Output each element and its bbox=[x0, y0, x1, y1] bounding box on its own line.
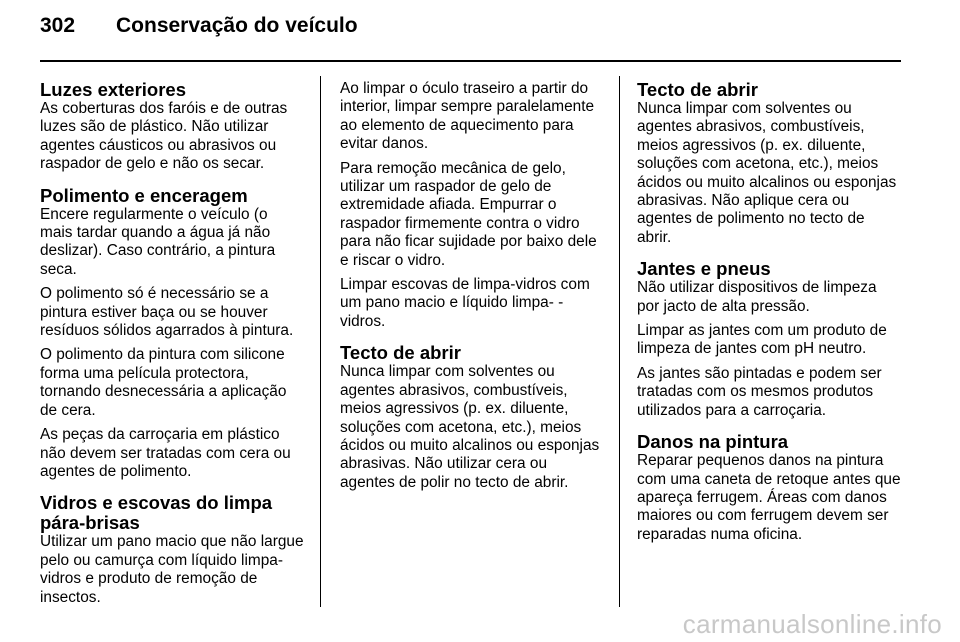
section-danos-pintura bbox=[637, 432, 901, 544]
column-divider bbox=[619, 76, 620, 607]
section-vidros-continued bbox=[340, 80, 604, 331]
section-polimento bbox=[40, 186, 304, 482]
section-heading: Jantes e pneus bbox=[637, 258, 771, 280]
paragraph: Limpar escovas de limpa-vidros com um pano macio e líquido limpa- -vidros. bbox=[340, 276, 590, 330]
paragraph: Não utilizar dispositivos de limpeza por jacto de alta pressão. bbox=[637, 279, 877, 315]
section-vidros-escovas bbox=[40, 493, 304, 607]
column-2 bbox=[340, 80, 604, 504]
paragraph: O polimento da pintura com silicone forma uma película protectora, tornando desnecessária a aplicação de cera. bbox=[40, 346, 287, 419]
column-3 bbox=[637, 80, 901, 556]
paragraph: Nunca limpar com solventes ou agentes abrasivos, combustíveis, meios agressivos (p. ex. diluente, soluções com acetona, etc.), meios ácidos ou muito alcalinos ou esponjas abrasivas. Não aplique cera ou agentes de polimento no tecto de abrir. bbox=[637, 100, 897, 246]
section-tecto-de-abrir bbox=[637, 80, 901, 247]
section-heading: Tecto de abrir bbox=[637, 79, 758, 100]
header-rule bbox=[40, 60, 901, 62]
paragraph: As peças da carroçaria em plástico não devem ser tratadas com cera ou agentes de polimento. bbox=[40, 426, 291, 480]
section-heading: Luzes exteriores bbox=[40, 79, 187, 100]
paragraph: As coberturas dos faróis e de outras luzes são de plástico. Não utilizar agentes cáusticos ou abrasivos ou raspador de gelo e não os secar. bbox=[40, 100, 288, 173]
section-heading: Tecto de abrir bbox=[340, 342, 461, 364]
page-title: Conservação do veículo bbox=[116, 14, 358, 37]
paragraph: Encere regularmente o veículo (o mais tardar quando a água já não deslizar). Caso contrário, a pintura seca. bbox=[40, 205, 276, 278]
section-heading: Polimento e enceragem bbox=[40, 184, 248, 206]
column-divider bbox=[320, 76, 321, 607]
paragraph: Utilizar um pano macio que não largue pelo ou camurça com líquido limpa-vidros e produto de remoção de insectos. bbox=[40, 533, 304, 606]
paragraph: Limpar as jantes com um produto de limpeza de jantes com pH neutro. bbox=[637, 322, 887, 358]
section-luzes-exteriores bbox=[40, 80, 304, 174]
section-heading: Danos na pintura bbox=[637, 431, 789, 453]
paragraph: Nunca limpar com solventes ou agentes abrasivos, combustíveis, meios agressivos (p. ex. diluente, soluções com acetona, etc.), meios ácidos ou muito alcalinos ou esponjas abrasivas. Não utilizar cera ou agentes de polir no tecto de abrir. bbox=[340, 363, 600, 491]
paragraph: Reparar pequenos danos na pintura com uma caneta de retoque antes que apareça ferrugem. Áreas com danos maiores ou com ferrugem devem ser reparadas numa oficina. bbox=[637, 452, 901, 543]
watermark: carmanualsonline.info bbox=[682, 609, 942, 639]
paragraph: O polimento só é necessário se a pintura estiver baça ou se houver resíduos sólidos agarrados à pintura. bbox=[40, 285, 294, 340]
section-jantes-pneus bbox=[637, 259, 901, 420]
section-heading: Vidros e escovas do limpa pára-brisas bbox=[40, 492, 273, 534]
section-tecto-de-abrir bbox=[340, 343, 604, 492]
paragraph: As jantes são pintadas e podem ser tratadas com os mesmos produtos utilizados para a carroçaria. bbox=[637, 364, 882, 419]
column-1 bbox=[40, 80, 304, 619]
paragraph: Ao limpar o óculo traseiro a partir do interior, limpar sempre paralelamente ao elemento de aquecimento para evitar danos. bbox=[340, 80, 595, 153]
paragraph: Para remoção mecânica de gelo, utilizar um raspador de gelo de extremidade afiada. Empurrar o raspador firmemente contra o vidro para não ficar sujidade por baixo dele e riscar o vidro. bbox=[340, 159, 597, 269]
page-number: 302 bbox=[40, 14, 76, 37]
